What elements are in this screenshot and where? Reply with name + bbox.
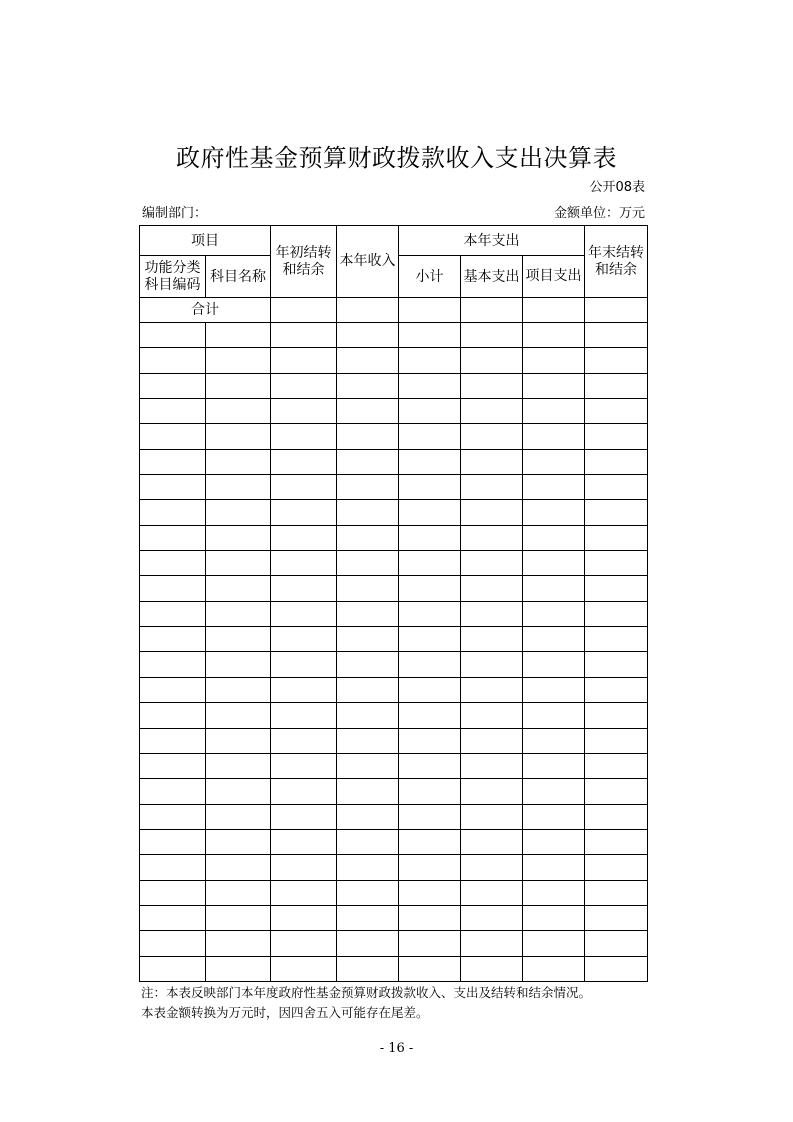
table-cell bbox=[271, 677, 337, 702]
table-cell bbox=[585, 931, 648, 956]
table-cell bbox=[523, 627, 585, 652]
table-cell bbox=[399, 956, 461, 981]
unit-label: 金额单位：万元 bbox=[553, 206, 645, 221]
table-cell bbox=[585, 399, 648, 424]
table-cell bbox=[337, 652, 399, 677]
table-cell bbox=[206, 652, 271, 677]
table-cell bbox=[337, 449, 399, 474]
table-cell bbox=[337, 753, 399, 778]
table-cell bbox=[271, 728, 337, 753]
table-cell bbox=[140, 804, 206, 829]
table-cell bbox=[140, 348, 206, 373]
table-cell bbox=[271, 855, 337, 880]
table-cell bbox=[523, 779, 585, 804]
table-cell bbox=[206, 880, 271, 905]
table-cell bbox=[337, 551, 399, 576]
table-cell bbox=[271, 475, 337, 500]
table-cell bbox=[399, 829, 461, 854]
table-cell bbox=[461, 298, 523, 323]
header-project: 项目支出 bbox=[523, 256, 585, 298]
table-cell bbox=[461, 855, 523, 880]
table-cell bbox=[206, 905, 271, 930]
table-cell bbox=[461, 804, 523, 829]
table-cell bbox=[461, 525, 523, 550]
table-cell bbox=[585, 500, 648, 525]
table-cell bbox=[523, 298, 585, 323]
table-cell bbox=[140, 855, 206, 880]
table-row bbox=[140, 880, 648, 905]
table-cell bbox=[461, 728, 523, 753]
table-row bbox=[140, 728, 648, 753]
table-cell bbox=[399, 880, 461, 905]
table-row bbox=[140, 601, 648, 626]
table-cell bbox=[337, 829, 399, 854]
table-cell bbox=[337, 424, 399, 449]
table-row bbox=[140, 804, 648, 829]
table-cell bbox=[399, 551, 461, 576]
header-expenditure: 本年支出 bbox=[399, 226, 585, 256]
table-cell bbox=[585, 424, 648, 449]
table-cell bbox=[206, 424, 271, 449]
header-begin-balance: 年初结转和结余 bbox=[271, 226, 337, 298]
table-cell bbox=[461, 373, 523, 398]
table-cell bbox=[140, 576, 206, 601]
table-cell bbox=[585, 956, 648, 981]
table-cell bbox=[523, 931, 585, 956]
fund-table bbox=[139, 225, 648, 982]
header-basic: 基本支出 bbox=[461, 256, 523, 298]
page-number: - 16 - bbox=[379, 1041, 414, 1056]
table-cell bbox=[271, 956, 337, 981]
table-cell bbox=[206, 601, 271, 626]
table-cell bbox=[523, 373, 585, 398]
table-cell bbox=[271, 880, 337, 905]
table-cell bbox=[523, 551, 585, 576]
table-cell bbox=[585, 525, 648, 550]
table-cell bbox=[461, 652, 523, 677]
table-row bbox=[140, 753, 648, 778]
table-cell bbox=[337, 703, 399, 728]
table-cell bbox=[206, 703, 271, 728]
table-cell bbox=[461, 880, 523, 905]
table-cell bbox=[206, 373, 271, 398]
table-cell bbox=[206, 855, 271, 880]
table-cell bbox=[206, 728, 271, 753]
table-row bbox=[140, 449, 648, 474]
total-row bbox=[140, 298, 648, 323]
table-cell bbox=[523, 601, 585, 626]
table-cell bbox=[206, 829, 271, 854]
table-cell bbox=[271, 576, 337, 601]
table-cell bbox=[206, 779, 271, 804]
table-cell bbox=[523, 348, 585, 373]
header-income: 本年收入 bbox=[337, 226, 399, 298]
table-cell bbox=[206, 677, 271, 702]
table-cell bbox=[140, 449, 206, 474]
table-cell bbox=[206, 627, 271, 652]
table-cell bbox=[523, 576, 585, 601]
table-cell bbox=[140, 956, 206, 981]
table-cell bbox=[271, 931, 337, 956]
table-cell bbox=[271, 703, 337, 728]
table-cell bbox=[337, 475, 399, 500]
table-cell bbox=[337, 323, 399, 348]
table-cell bbox=[271, 399, 337, 424]
table-row bbox=[140, 576, 648, 601]
table-cell bbox=[140, 905, 206, 930]
note-line: 本表金额转换为万元时，因四舍五入可能存在尾差。 bbox=[141, 1005, 429, 1020]
table-cell bbox=[399, 399, 461, 424]
table-cell bbox=[461, 931, 523, 956]
table-cell bbox=[337, 525, 399, 550]
table-cell bbox=[271, 905, 337, 930]
table-cell bbox=[399, 753, 461, 778]
table-cell bbox=[399, 373, 461, 398]
table-cell bbox=[337, 500, 399, 525]
table-cell bbox=[206, 449, 271, 474]
table-cell bbox=[271, 424, 337, 449]
table-row bbox=[140, 905, 648, 930]
table-cell bbox=[585, 905, 648, 930]
table-cell bbox=[461, 500, 523, 525]
table-cell bbox=[140, 500, 206, 525]
table-cell bbox=[461, 905, 523, 930]
table-cell bbox=[206, 931, 271, 956]
note-line: 注：本表反映部门本年度政府性基金预算财政拨款收入、支出及结转和结余情况。 bbox=[141, 985, 592, 1000]
total-label: 合计 bbox=[140, 298, 271, 323]
table-cell bbox=[523, 829, 585, 854]
table-cell bbox=[523, 399, 585, 424]
table-cell bbox=[585, 677, 648, 702]
table-cell bbox=[585, 298, 648, 323]
table-cell bbox=[585, 804, 648, 829]
table-cell bbox=[206, 753, 271, 778]
table-cell bbox=[399, 348, 461, 373]
table-cell bbox=[337, 728, 399, 753]
table-cell bbox=[523, 525, 585, 550]
table-cell bbox=[523, 804, 585, 829]
table-cell bbox=[585, 855, 648, 880]
table-cell bbox=[337, 298, 399, 323]
table-cell bbox=[399, 601, 461, 626]
table-cell bbox=[271, 551, 337, 576]
table-cell bbox=[399, 804, 461, 829]
table-cell bbox=[461, 677, 523, 702]
table-cell bbox=[271, 627, 337, 652]
table-cell bbox=[337, 779, 399, 804]
table-cell bbox=[523, 500, 585, 525]
table-cell bbox=[585, 576, 648, 601]
table-cell bbox=[399, 677, 461, 702]
table-cell bbox=[585, 728, 648, 753]
table-cell bbox=[523, 956, 585, 981]
table-cell bbox=[399, 500, 461, 525]
table-cell bbox=[206, 804, 271, 829]
table-cell bbox=[461, 753, 523, 778]
table-cell bbox=[523, 905, 585, 930]
table-cell bbox=[585, 627, 648, 652]
table-cell bbox=[585, 652, 648, 677]
table-cell bbox=[140, 627, 206, 652]
header-func-code: 功能分类科目编码 bbox=[140, 256, 206, 298]
table-cell bbox=[206, 399, 271, 424]
table-cell bbox=[523, 880, 585, 905]
table-cell bbox=[461, 601, 523, 626]
table-row bbox=[140, 829, 648, 854]
table-cell bbox=[271, 449, 337, 474]
form-code: 公开08表 bbox=[589, 180, 645, 195]
table-row bbox=[140, 323, 648, 348]
table-row bbox=[140, 399, 648, 424]
table-cell bbox=[337, 880, 399, 905]
table-cell bbox=[140, 652, 206, 677]
table-row bbox=[140, 551, 648, 576]
table-cell bbox=[585, 703, 648, 728]
table-cell bbox=[399, 576, 461, 601]
table-cell bbox=[337, 677, 399, 702]
table-cell bbox=[337, 373, 399, 398]
table-cell bbox=[206, 956, 271, 981]
table-cell bbox=[206, 551, 271, 576]
table-cell bbox=[271, 779, 337, 804]
table-cell bbox=[206, 576, 271, 601]
table-cell bbox=[523, 449, 585, 474]
table-cell bbox=[461, 424, 523, 449]
table-cell bbox=[271, 601, 337, 626]
table-cell bbox=[399, 905, 461, 930]
table-cell bbox=[140, 728, 206, 753]
table-cell bbox=[523, 703, 585, 728]
table-cell bbox=[461, 576, 523, 601]
table-cell bbox=[399, 627, 461, 652]
table-cell bbox=[399, 323, 461, 348]
department-label: 编制部门： bbox=[142, 206, 208, 221]
table-cell bbox=[585, 753, 648, 778]
table-cell bbox=[399, 475, 461, 500]
table-cell bbox=[337, 627, 399, 652]
table-row bbox=[140, 627, 648, 652]
header-subtotal: 小计 bbox=[399, 256, 461, 298]
table-cell bbox=[140, 931, 206, 956]
table-cell bbox=[399, 449, 461, 474]
table-cell bbox=[461, 399, 523, 424]
table-cell bbox=[461, 551, 523, 576]
table-cell bbox=[140, 424, 206, 449]
table-row bbox=[140, 373, 648, 398]
table-cell bbox=[271, 753, 337, 778]
table-cell bbox=[399, 298, 461, 323]
table-cell bbox=[399, 728, 461, 753]
table-cell bbox=[399, 931, 461, 956]
table-cell bbox=[140, 551, 206, 576]
table-cell bbox=[523, 652, 585, 677]
table-cell bbox=[337, 576, 399, 601]
table-cell bbox=[585, 449, 648, 474]
table-cell bbox=[140, 373, 206, 398]
table-cell bbox=[399, 779, 461, 804]
table-cell bbox=[523, 424, 585, 449]
table-cell bbox=[461, 323, 523, 348]
table-cell bbox=[140, 525, 206, 550]
table-cell bbox=[337, 601, 399, 626]
table-cell bbox=[523, 753, 585, 778]
table-cell bbox=[523, 728, 585, 753]
table-row bbox=[140, 931, 648, 956]
table-cell bbox=[140, 829, 206, 854]
table-cell bbox=[140, 880, 206, 905]
table-cell bbox=[461, 956, 523, 981]
table-cell bbox=[271, 373, 337, 398]
table-cell bbox=[461, 829, 523, 854]
table-cell bbox=[585, 475, 648, 500]
table-cell bbox=[523, 855, 585, 880]
table-cell bbox=[206, 348, 271, 373]
table-cell bbox=[585, 348, 648, 373]
table-cell bbox=[337, 855, 399, 880]
table-cell bbox=[585, 829, 648, 854]
table-cell bbox=[399, 424, 461, 449]
table-cell bbox=[337, 804, 399, 829]
table-cell bbox=[585, 551, 648, 576]
table-cell bbox=[271, 500, 337, 525]
table-cell bbox=[337, 905, 399, 930]
table-cell bbox=[140, 399, 206, 424]
table-cell bbox=[271, 298, 337, 323]
table-cell bbox=[337, 399, 399, 424]
table-cell bbox=[337, 931, 399, 956]
header-item: 项目 bbox=[140, 226, 271, 256]
table-row bbox=[140, 703, 648, 728]
table-cell bbox=[523, 323, 585, 348]
table-cell bbox=[271, 804, 337, 829]
table-cell bbox=[585, 779, 648, 804]
table-row bbox=[140, 500, 648, 525]
table-row bbox=[140, 652, 648, 677]
table-cell bbox=[461, 449, 523, 474]
table-row bbox=[140, 475, 648, 500]
table-cell bbox=[206, 475, 271, 500]
table-cell bbox=[206, 323, 271, 348]
table-cell bbox=[271, 525, 337, 550]
table-row bbox=[140, 779, 648, 804]
table-cell bbox=[461, 779, 523, 804]
page-title: 政府性基金预算财政拨款收入支出决算表 bbox=[176, 144, 617, 172]
table-cell bbox=[461, 627, 523, 652]
table-row bbox=[140, 424, 648, 449]
table-cell bbox=[271, 829, 337, 854]
table-cell bbox=[523, 475, 585, 500]
table-cell bbox=[206, 525, 271, 550]
table-cell bbox=[140, 475, 206, 500]
table-row bbox=[140, 677, 648, 702]
notes bbox=[141, 983, 591, 1023]
table-cell bbox=[140, 323, 206, 348]
header-subject-name: 科目名称 bbox=[206, 256, 271, 298]
table-cell bbox=[523, 677, 585, 702]
table-cell bbox=[140, 779, 206, 804]
table-cell bbox=[399, 855, 461, 880]
table-cell bbox=[271, 323, 337, 348]
table-cell bbox=[271, 348, 337, 373]
table-cell bbox=[585, 601, 648, 626]
table-cell bbox=[140, 601, 206, 626]
header-end-balance: 年末结转和结余 bbox=[585, 226, 648, 298]
table-cell bbox=[585, 373, 648, 398]
table-row bbox=[140, 348, 648, 373]
table-row bbox=[140, 855, 648, 880]
table-cell bbox=[399, 652, 461, 677]
table-cell bbox=[337, 348, 399, 373]
table-cell bbox=[140, 677, 206, 702]
table-cell bbox=[140, 753, 206, 778]
table-cell bbox=[140, 703, 206, 728]
table-cell bbox=[399, 703, 461, 728]
table-row bbox=[140, 956, 648, 981]
table-cell bbox=[271, 652, 337, 677]
table-row bbox=[140, 525, 648, 550]
table-cell bbox=[461, 703, 523, 728]
table-cell bbox=[399, 525, 461, 550]
table-cell bbox=[461, 348, 523, 373]
table-cell bbox=[206, 500, 271, 525]
table-cell bbox=[585, 880, 648, 905]
table-cell bbox=[461, 475, 523, 500]
table-cell bbox=[585, 323, 648, 348]
table-cell bbox=[337, 956, 399, 981]
